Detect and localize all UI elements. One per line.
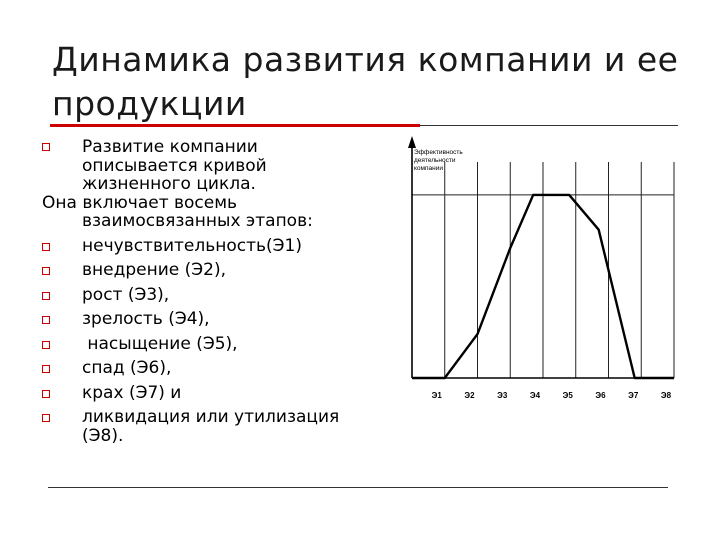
bullet-square-icon (42, 341, 50, 349)
stage-item (42, 286, 372, 305)
life-cycle-chart (356, 128, 678, 412)
stage-item (42, 335, 372, 354)
bullet-square-icon (42, 316, 50, 324)
bullet-square-icon (42, 390, 50, 398)
x-tick-label: Э8 (660, 391, 672, 400)
x-tick-label: Э7 (628, 391, 639, 400)
stage-item (42, 408, 372, 445)
chart-background (356, 128, 678, 412)
bullet-square-icon (42, 267, 50, 275)
stage-item-text: внедрение (Э2), (82, 260, 226, 280)
x-tick-label: Э2 (464, 391, 475, 400)
bullet-square-icon (42, 243, 50, 251)
stage-item (42, 384, 372, 403)
stage-item-text: нечувствительность(Э1) (82, 235, 302, 256)
bullet-square-icon (42, 143, 50, 151)
x-tick-label: Э4 (529, 391, 541, 400)
stage-item-text: спад (Э6), (82, 358, 172, 378)
stage-item-text: рост (Э3), (82, 284, 170, 305)
bullet-square-icon (42, 292, 50, 300)
x-tick-label: Э5 (562, 391, 573, 400)
intro-continuation: Она включает восемь взаимосвязанных этапов: (42, 192, 313, 231)
slide-title: Динамика развития компании и ее продукции (52, 40, 679, 123)
footer-divider (48, 487, 668, 488)
stage-item-text: насыщение (Э5), (82, 333, 238, 354)
stage-item-text: ликвидация или утилизация (Э8). (82, 407, 340, 446)
intro-bullet-text: Развитие компании описывается кривой жизненного цикла. (82, 137, 267, 194)
x-tick-label: Э3 (497, 391, 508, 400)
y-axis-label: Эффективность деятельности компании (414, 149, 463, 172)
bullet-square-icon (42, 414, 50, 422)
stage-item-text: крах (Э7) и (82, 382, 182, 403)
bullet-square-icon (42, 365, 50, 373)
intro-bullet (42, 138, 372, 194)
stage-item (42, 359, 372, 378)
stage-item (42, 261, 372, 280)
stage-item (42, 237, 372, 256)
stage-item-text: зрелость (Э4), (82, 309, 210, 329)
title-accent-bar (50, 124, 420, 127)
x-tick-label: Э6 (595, 391, 606, 400)
slide-body (42, 138, 372, 445)
x-tick-label: Э1 (431, 391, 442, 400)
stage-item (42, 310, 372, 329)
